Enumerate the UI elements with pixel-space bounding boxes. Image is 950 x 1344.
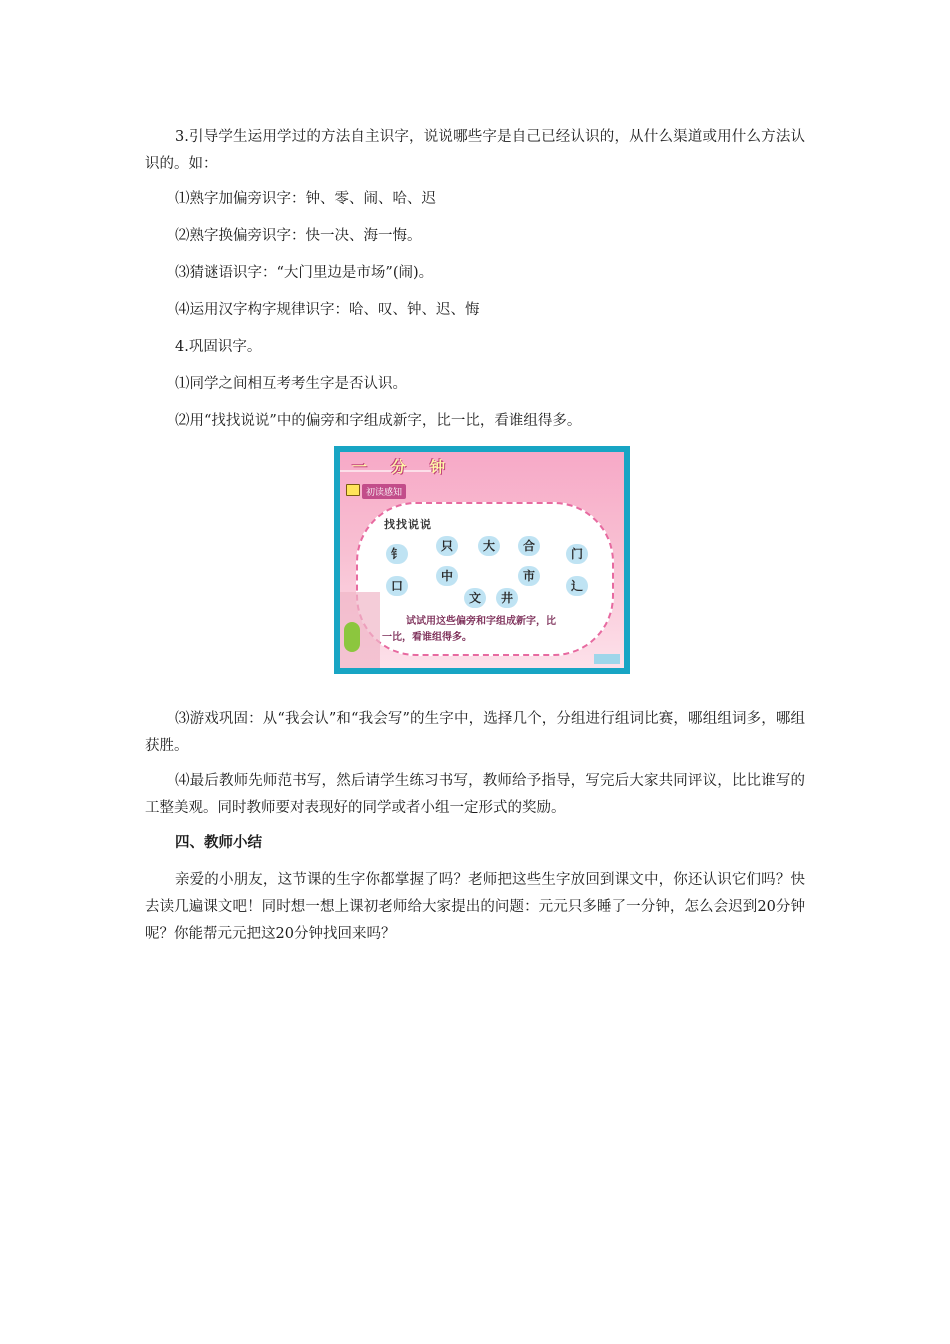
paragraph-item-1: ⑴熟字加偏旁识字：钟、零、闹、哈、迟 [175, 191, 436, 207]
char-tile: 口 [386, 576, 408, 596]
slide-subtitle: 初读感知 [362, 484, 406, 499]
closing-paragraph: 亲爱的小朋友，这节课的生字你都掌握了吗？老师把这些生字放回到课文中，你还认识它们吗？快去读几遍课文吧！同时想一想上课初老师给大家提出的问题：元元只多睡了一分钟，怎么会迟到20分钟呢？你能帮元元把这20分钟找回来吗？ [145, 872, 805, 942]
char-tile: 市 [518, 566, 540, 586]
slide-title: 一分钟 [352, 458, 470, 476]
paragraph-item-3b: ⑶游戏巩固：从“我会认”和“我会写”的生字中，选择几个，分组进行组词比赛，哪组组词多，哪组获胜。 [145, 711, 805, 754]
char-tile: 辶 [566, 576, 588, 596]
paragraph-item-3: ⑶猜谜语识字：“大门里边是市场”(闹)。 [175, 265, 434, 281]
corner-logo [594, 654, 620, 664]
char-tile: 井 [496, 588, 518, 608]
char-tile: 文 [464, 588, 486, 608]
slide-instruction [382, 614, 608, 646]
lesson-slide-image [334, 446, 630, 674]
slide-background [340, 452, 624, 668]
tree-illustration [344, 622, 360, 652]
char-tile: 只 [436, 536, 458, 556]
paragraph-step-3: 3.引导学生运用学过的方法自主识字，说说哪些字是自己已经认识的，从什么渠道或用什么方法认识的。如： [145, 129, 805, 172]
paragraph-item-1b: ⑴同学之间相互考考生字是否认识。 [175, 376, 407, 392]
section-heading: 四、教师小结 [175, 835, 262, 851]
char-tile: 门 [566, 544, 588, 564]
char-tile: 中 [436, 566, 458, 586]
instruction-line: 试试用这些偏旁和字组成新字，比 [406, 616, 556, 627]
paragraph-item-4: ⑷运用汉字构字规律识字：哈、叹、钟、迟、悔 [175, 302, 480, 318]
char-tile: 钅 [386, 544, 408, 564]
char-tile: 合 [518, 536, 540, 556]
paragraph-item-2b: ⑵用“找找说说”中的偏旁和字组成新字，比一比，看谁组得多。 [175, 413, 582, 429]
paragraph-item-2: ⑵熟字换偏旁识字：快一决、海一悔。 [175, 228, 422, 244]
book-icon [346, 484, 360, 496]
find-and-say-label: 找找说说 [384, 518, 432, 531]
char-tile: 大 [478, 536, 500, 556]
paragraph-step-4: 4.巩固识字。 [175, 339, 262, 355]
instruction-line: 一比，看谁组得多。 [382, 632, 472, 643]
paragraph-item-4b: ⑷最后教师先师范书写，然后请学生练习书写，教师给予指导，写完后大家共同评议，比比谁写的工整美观。同时教师要对表现好的同学或者小组一定形式的奖励。 [145, 773, 805, 816]
